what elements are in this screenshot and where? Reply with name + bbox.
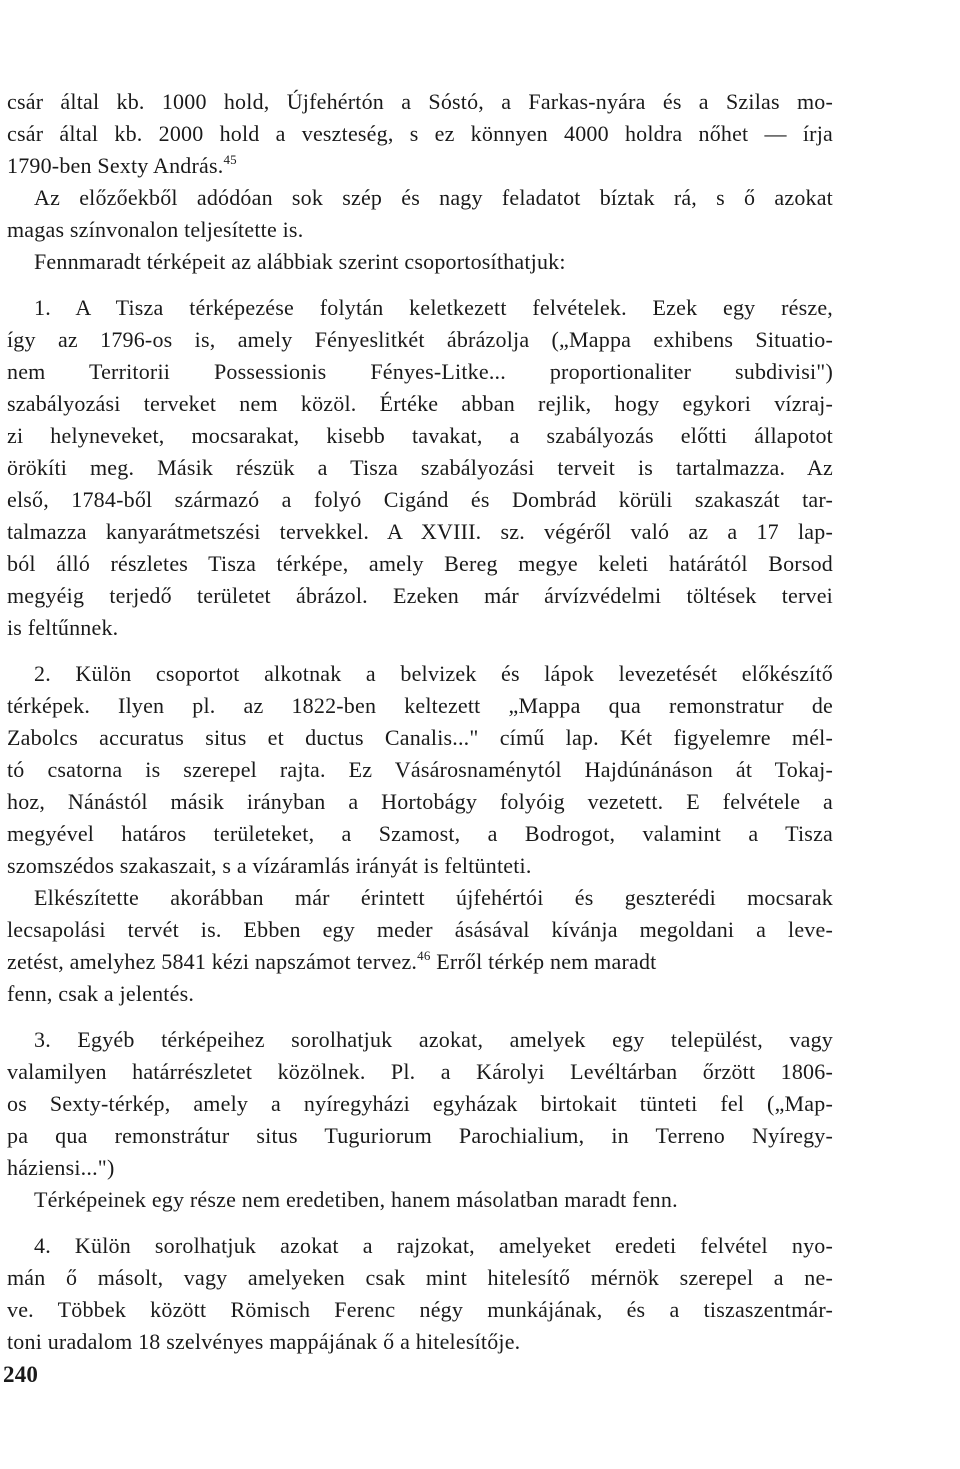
text-line: os Sexty-térkép, amely a nyíregyházi egyházak birtokait tünteti fel („Map- bbox=[7, 1091, 833, 1116]
text-line: Fennmaradt térképeit az alábbiak szerint csoportosíthatjuk: bbox=[34, 249, 566, 274]
text-line: is feltűnnek. bbox=[7, 615, 119, 640]
text-line: valamilyen határrészletet közölnek. Pl. a Károlyi Levéltárban őrzött 1806- bbox=[7, 1059, 833, 1084]
text-line: hoz, Nánástól másik irányban a Hortobágy folyóig vezetett. E felvétele a bbox=[7, 789, 833, 814]
text-line: első, 1784-ből származó a folyó Cigánd és Dombrád körüli szakaszát tar- bbox=[7, 487, 833, 512]
text-line: ból álló részletes Tisza térképe, amely Bereg megye keleti határától Borsod bbox=[7, 551, 833, 576]
text-line: Az előzőekből adódóan sok szép és nagy feladatot bíztak rá, s ő azokat bbox=[34, 185, 833, 210]
text-line: 3. Egyéb térképeihez sorolhatjuk azokat, amelyek egy települést, vagy bbox=[34, 1027, 833, 1052]
text-line: Zabolcs accuratus situs et ductus Canalis..." című lap. Két figyelemre mél- bbox=[7, 725, 833, 750]
text-line: örökíti meg. Másik részük a Tisza szabályozási terveit is tartalmazza. Az bbox=[7, 455, 833, 480]
text-line: mán ő másolt, vagy amelyeken csak mint hitelesítő mérnök szerepel a ne- bbox=[7, 1265, 833, 1290]
text-line: térképek. Ilyen pl. az 1822-ben keltezett „Mappa qua remonstratur de bbox=[7, 693, 833, 718]
footnote-ref: 45 bbox=[223, 152, 237, 167]
text-line: fenn, csak a jelentés. bbox=[7, 981, 195, 1006]
footnote-ref: 46 bbox=[417, 948, 431, 963]
text-line: 4. Külön sorolhatjuk azokat a rajzokat, amelyeket eredeti felvétel nyo- bbox=[34, 1233, 833, 1258]
text-line: megyéig terjedő területet ábrázol. Ezeken már árvízvédelmi töltések tervei bbox=[7, 583, 833, 608]
text-line: csár által kb. 1000 hold, Újfehértón a Sóstó, a Farkas-nyára és a Szilas mo- bbox=[7, 89, 833, 114]
text-line: szabályozási terveket nem közöl. Értéke abban rejlik, hogy egykori vízraj- bbox=[7, 391, 833, 416]
text-line: szomszédos szakaszait, s a vízáramlás irányát is feltünteti. bbox=[7, 853, 532, 878]
text-line: zi helyneveket, mocsarakat, kisebb tavakat, a szabályozás előtti állapotot bbox=[7, 423, 833, 448]
text-line-content: zetést, amelyhez 5841 kézi napszámot tervez. bbox=[7, 949, 418, 974]
text-line: Térképeinek egy része nem eredetiben, hanem másolatban maradt fenn. bbox=[34, 1187, 678, 1212]
text-line: talmazza kanyarátmetszési tervekkel. A XVIII. sz. végéről való az a 17 lap- bbox=[7, 519, 833, 544]
text-line-content: Erről térkép nem maradt bbox=[430, 949, 657, 974]
text-line: csár által kb. 2000 hold a veszteség, s ez könnyen 4000 holdra nőhet — írja bbox=[7, 121, 833, 146]
text-line bbox=[7, 946, 833, 978]
text-line: megyével határos területeket, a Szamost, a Bodrogot, valamint a Tisza bbox=[7, 821, 833, 846]
text-line: pa qua remonstrátur situs Tuguriorum Parochialium, in Terreno Nyíregy- bbox=[7, 1123, 833, 1148]
text-line-content: 1790-ben Sexty András. bbox=[7, 153, 224, 178]
text-line bbox=[7, 150, 237, 182]
text-line: tó csatorna is szerepel rajta. Ez Vásárosnaménytól Hajdúnánáson át Tokaj- bbox=[7, 757, 833, 782]
text-line: Elkészítette akorábban már érintett újfehértói és geszterédi mocsarak bbox=[34, 885, 833, 910]
text-line: lecsapolási tervét is. Ebben egy meder ásásával kívánja megoldani a leve- bbox=[7, 917, 833, 942]
page-number: 240 bbox=[3, 1362, 39, 1387]
text-line: 2. Külön csoportot alkotnak a belvizek és lápok levezetését előkészítő bbox=[34, 661, 833, 686]
text-line: toni uradalom 18 szelvényes mappájának ő a hitelesítője. bbox=[7, 1329, 521, 1354]
text-line: 1. A Tisza térképezése folytán keletkezett felvételek. Ezek egy része, bbox=[34, 295, 833, 320]
text-line: háziensi...") bbox=[7, 1155, 115, 1180]
text-line: így az 1796-os is, amely Fényeslitkét ábrázolja („Mappa exhibens Situatio- bbox=[7, 327, 833, 352]
text-line: nem Territorii Possessionis Fényes-Litke... proportionaliter subdivisi") bbox=[7, 359, 833, 384]
text-line: ve. Többek között Römisch Ferenc négy munkájának, és a tiszaszentmár- bbox=[7, 1297, 833, 1322]
text-line: magas színvonalon teljesítette is. bbox=[7, 217, 304, 242]
